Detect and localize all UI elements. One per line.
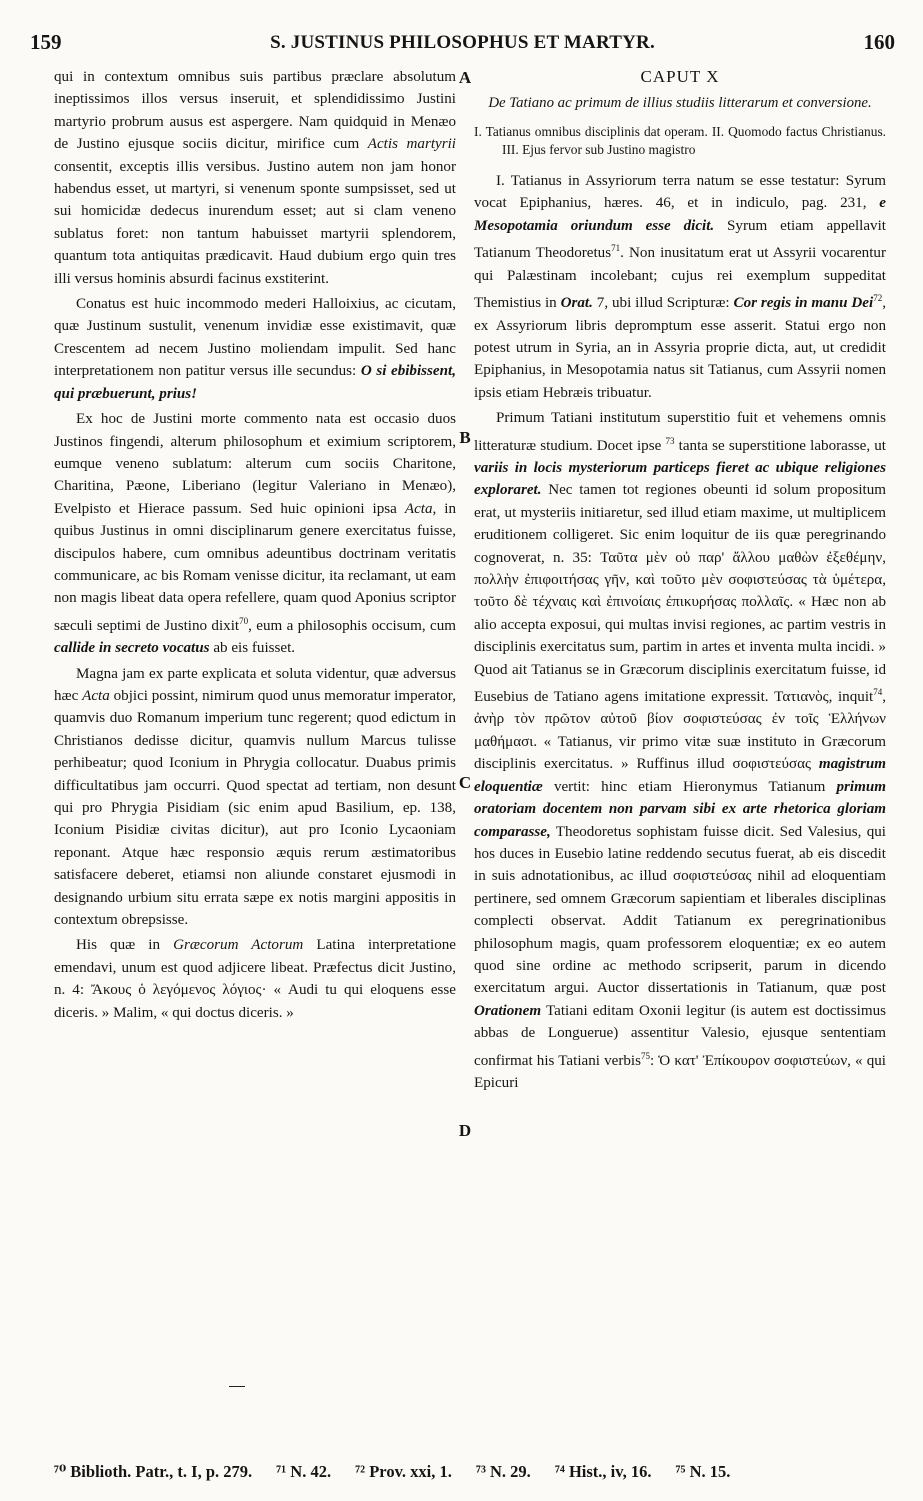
quotation: O si ebibissent, qui præbuerunt, prius! <box>54 363 456 402</box>
footnote: ⁷¹ N. 42. <box>276 1462 332 1481</box>
paragraph: Ex hoc de Justini morte commento nata est occasio duos Justinos fingendi, alterum philosophum et eximium scriptorem, eumque veneno sublatum: alterum cum sociis Charitone, Charitina, Pæone, Liberiano (legitur Valeriano in Menæo), Evelpisto et Hierace passum. Sed huic opinioni ipsa Acta, in quibus Justinus in omni disciplinarum genere exercitatus fuisse, discipulos habere, cum omnibus adeuntibus doctrinam veritatis communicare, ac bis Romam venisse dicitur, ita reclamant, ut eam non magis libeat data opera refellere, quam quod Aponius scriptor sæculi septimi de Justino dixit$^{70}$, eum a philosophis occisum, cum callide in secreto vocatus ab eis fuisset. <box>54 411 457 657</box>
margin-letter-b: B <box>459 428 471 447</box>
right-column <box>474 66 886 1094</box>
margin-letter-a: A <box>458 68 472 87</box>
paragraph: I. Tatianus in Assyriorum terra natum se esse testatur: Syrum vocat Epiphanius, hæres. 46, et in indiculo, pag. 231, e Mesopotamia oriundum esse dicit. Syrum etiam appellavit Tatianum Theodoretus$^{71}$. Non inusitatum erat ut Assyrii vocarentur qui Palæstinam incolebant; cujus rei exemplum suppeditat Themistius in Orat. 7, ubi illud Scripturæ: Cor regis in manu Dei$^{72}$, ex Assyriorum libris depromptum esse asserit. Statui ergo non potest utrum in Syria, an in Assyria proprie dicta, aut, ut credidit Epiphanius, in Mesopotamia natus sit Tatianus, cum Assyrii nomen ipsis etiam Hebræis tribuatur. <box>474 173 886 401</box>
paragraph: Primum Tatiani institutum superstitio fuit et vehemens omnis litteraturæ studium. Docet ipse $^{73}$ tanta se superstitione laborasse, ut variis in locis mysteriorum particeps fieret ac ubique religiones exploraret. Nec tamen tot regiones obeunti id solum propositum erat, ut mysteriis initiaretur, sed illud etiam maxime, ut multiplicem eruditionem colligeret. Sic enim loquitur de iis quæ peregrinando cognoverat, n. 35: Ταῦτα μὲν οὐ παρ' ἄλλου μαθὼν ἐξεθέμην, πολλὴν ἐπιφοιτήσας γῆν, καὶ τοῦτο μὲν σοφιστεύσας τὰ ὑμέτερα, τοῦτο δὲ τέχναις καὶ ἐπινοίαις ἐπικυρήσας πολλαῖς. « Hæc non ab alio accepta exposui, qui multas invisi regiones, ac partim vestris in disciplinis exercitatus sum, partim in artes et inventa multa incidi. » Quod ait Tatianus se in Græcorum disciplinis exercitatum fuisse, id Eusebius de Tatiano agens imitatione expressit. Τατιανὸς, inquit$^{74}$, ἀνὴρ τὸν πρῶτον αὐτοῦ βίον σοφιστεύσας ἐν τοῖς Ἑλλήνων μαθήμασι. « Tatianus, vir primo vitæ suæ instituto in Græcorum disciplinis exercitatus. » Ruffinus illud σοφιστεύσας magistrum eloquentiæ vertit: hinc etiam Hieronymus Tatianum primum oratoriam docentem non parvam sibi ex arte rhetorica gloriam comparasse, Theodoretus sophistam fuisse dicit. Sed Valesius, qui hos duces in Eusebio latine reddendo secutus fuerat, ab eis discedit in suis adnotationibus, ac illud σοφιστεύσας nihil ad eloquentiam pertinere, sed omnem Græcorum sapientiam et liberales disciplinas complecti observat. Addit Tatianum ex peregrinationibus philosophum magis, quam professorem eloquentiæ; ex eo autem quod sine ordine ac methodo scripserit, parum in dicendo exercitatum argui. Auctor dissertationis in Tatianum, quæ post Orationem Tatiani editam Oxonii legitur (is autem est doctissimus abbas de Longuerue) assentitur Valesio, ejusque sententiam confirmat his Tatiani verbis$^{75}$: Ὁ κατ' Ἐπίκουρον σοφιστεύων, « qui Epicuri <box>474 410 887 1091</box>
paragraph: His quæ in Græcorum Actorum Latina interpretatione emendavi, unum est quod adjicere libeat. Præfectus dicit Justino, n. 4: Ἄκους ὁ λεγόμενος λόγιος· « Audi tu qui eloquens esse diceris. » Malim, « qui doctus diceris. » <box>54 937 456 1021</box>
footnote-ref[interactable]: 75 <box>640 1050 650 1061</box>
footnote: ⁷² Prov. xxi, 1. <box>355 1462 452 1481</box>
margin-letter-d: D <box>458 1121 472 1140</box>
footnotes <box>54 1462 863 1482</box>
footnote-ref[interactable]: 72 <box>873 293 883 304</box>
footnote-ref[interactable]: 70 <box>239 615 249 626</box>
footnote-ref[interactable]: 74 <box>873 687 883 698</box>
footnote: ⁷⁵ N. 15. <box>675 1462 731 1481</box>
footnote-ref[interactable]: 73 <box>665 435 675 446</box>
page-number-right: 160 <box>863 30 895 54</box>
footnote: ⁷⁴ Hist., iv, 16. <box>554 1462 652 1481</box>
footnote: ⁷⁰ Biblioth. Patr., t. I, p. 279. <box>54 1462 253 1481</box>
footnote: ⁷³ N. 29. <box>476 1462 531 1481</box>
running-header <box>30 30 895 60</box>
chapter-subtitle: De Tatiano ac primum de illius studiis litterarum et conversione. <box>488 95 872 111</box>
chapter-summary: I. Tatianus omnibus disciplinis dat operam. II. Quomodo factus Christianus. III. Ejus fervor sub Justino magistro <box>474 124 886 157</box>
end-rule <box>229 1386 245 1387</box>
chapter-title: CAPUT X <box>640 67 720 86</box>
paragraph: qui in contextum omnibus suis partibus præclare absolutum ineptissimos illos versus inseruit, et splendidissimo Justini martyrio probrum ausus est aspergere. Nam quidquid in Menæo de Justino ejusque sociis dicitur, mirifice cum Actis martyrii consentit, exceptis illis versibus. Justino autem non jam honor habendus esset, ut martyri, si venenum sponte sumpsisset, sed ut sui homicidæ dedecus inurendum esset; aut si clam veneno sublatus foret: non tantum habuisset martyrii splendorem, quantum tota antiquitas prædicavit. Haud dubium ergo quin tres illi versus hominis absurdi facinus exstiterint. <box>54 69 456 287</box>
margin-letter-c: C <box>458 773 472 792</box>
quotation: callide in secreto vocatus <box>54 640 210 657</box>
paragraph: Conatus est huic incommodo mederi Halloixius, ac cicutam, quæ Justinum sustulit, venenum invidiæ esse existimavit, quæ Crescentem ad necem Justino moliendam impulit. Sed hanc interpretationem non patitur versus ille secundus: O si ebibissent, qui præbuerunt, prius! <box>54 296 456 402</box>
page-number-left: 159 <box>30 30 62 54</box>
left-column <box>54 66 456 1024</box>
running-title: S. JUSTINUS PHILOSOPHUS ET MARTYR. <box>270 32 655 53</box>
paragraph: Magna jam ex parte explicata et soluta videntur, quæ adversus hæc Acta objici possint, nimirum quod unus memoratur imperator, quamvis duo Romanum imperium tunc regerent; quod edictum in Christianos dedisse dicitur, quamvis nullum Marcus tulisse perhibeatur; quod Iconium in Phrygia collocatur. Duabus primis difficultatibus jam occurri. Quod spectat ad tertiam, non desunt qui pro Phrygia Pisidiam (sic enim apud Basilium, ep. 138, Iconium Pisidiæ civitas dicitur), aut pro Iconio Lycaoniam reponant. Atque hæc responsio æquis rerum æstimatoribus satisfacere deberet, etiamsi non aliunde constaret ejusmodi in designando urbium situ errata sæpe ex notis margini appositis in contextum obrepsisse. <box>54 665 456 929</box>
footnote-ref[interactable]: 71 <box>611 243 621 254</box>
italic-term: Actis martyrii <box>367 136 456 153</box>
